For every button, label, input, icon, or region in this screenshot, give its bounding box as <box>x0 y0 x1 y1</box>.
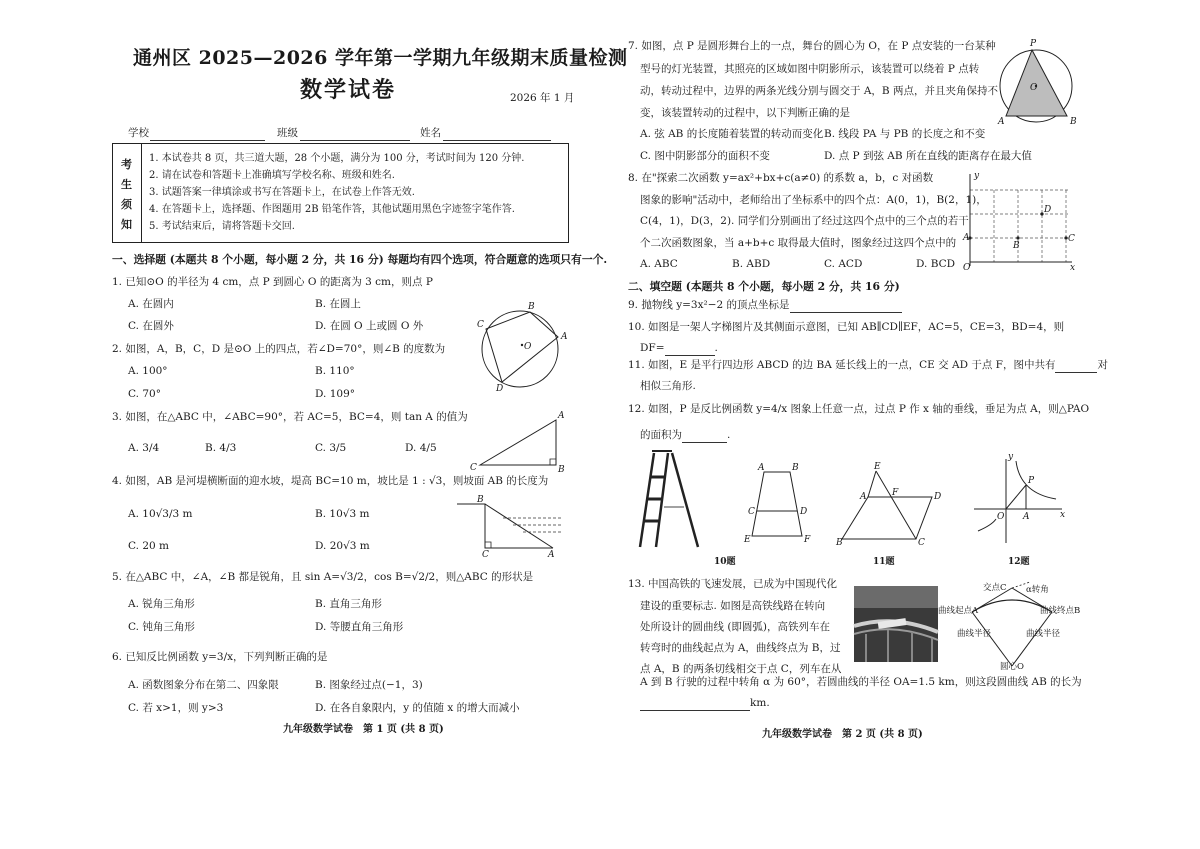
exam-date: 2026 年 1 月 <box>510 92 575 104</box>
svg-text:A: A <box>558 411 565 421</box>
class-label: 班级 <box>277 127 298 139</box>
svg-text:C: C <box>482 550 489 560</box>
question-11-cont: 相似三角形. <box>640 380 696 392</box>
section-1-heading: 一、选择题 (本题共 8 个小题，每小题 2 分，共 16 分) 每题均有四个选项，符合题意的选项只有一个. <box>112 253 608 266</box>
notice-item: 4. 在答题卡上，选择题、作图题用 2B 铅笔作答，其他试题用黑色字迹签字笔作答. <box>149 204 515 215</box>
class-field[interactable] <box>300 127 410 141</box>
q10-answer-blank[interactable] <box>665 342 715 356</box>
page-1-footer: 九年级数学试卷 第 1 页 (共 8 页) <box>283 724 444 735</box>
svg-text:C: C <box>470 463 477 473</box>
svg-text:F: F <box>892 488 899 498</box>
svg-text:C: C <box>748 507 755 517</box>
question-8-line: C(4，1)，D(3，2). 同学们分别画出了经过这四个点中的三个点的若干 <box>640 215 969 227</box>
q3-option-a[interactable]: A. 3/4 <box>128 442 160 454</box>
notice-item: 1. 本试卷共 8 页，共三道大题，28 个小题，满分为 100 分，考试时间为 120 分钟. <box>149 153 525 164</box>
notice-item: 5. 考试结束后，请将答题卡交回. <box>149 221 295 232</box>
svg-text:C: C <box>1068 234 1075 244</box>
svg-text:B: B <box>477 495 484 505</box>
q5-option-a[interactable]: A. 锐角三角形 <box>128 598 195 610</box>
svg-text:B: B <box>528 302 535 312</box>
question-10: 10. 如图是一架人字梯图片及其侧面示意图，已知 AB∥CD∥EF，AC=5，CE=3，BD=4，则 <box>628 321 1065 333</box>
school-label: 学校 <box>128 127 149 139</box>
q2-circle-figure <box>472 302 572 395</box>
q2-option-a[interactable]: A. 100° <box>128 365 168 377</box>
q1-option-d[interactable]: D. 在圆 O 上或圆 O 外 <box>315 320 424 332</box>
q8-option-b[interactable]: B. ABD <box>732 258 771 270</box>
question-8-line: 8. 在"探索二次函数 y=ax²+bx+c(a≠0) 的系数 a，b，c 对函数 <box>628 172 934 184</box>
figure-caption-12: 12题 <box>1008 557 1030 567</box>
q7-stage-figure <box>998 40 1080 128</box>
q2-option-b[interactable]: B. 110° <box>315 365 355 377</box>
svg-text:D: D <box>934 492 942 502</box>
question-7-line: 型号的灯光装置，其照亮的区域如图中阴影所示，该装置可以绕着 P 点转 <box>640 63 980 75</box>
svg-text:P: P <box>1030 39 1037 49</box>
svg-text:D: D <box>1044 205 1052 215</box>
exam-subject: 数学试卷 <box>300 77 397 103</box>
q2-option-c[interactable]: C. 70° <box>128 388 161 400</box>
question-7-line: 动，转动过程中，边界的两条光线分别与圆交于 A，B 两点，并且夹角保持不 <box>640 85 998 97</box>
svg-text:B: B <box>558 465 565 475</box>
svg-text:F: F <box>804 535 811 545</box>
q13-label-curve-start: 曲线起点A <box>938 606 979 616</box>
q2-option-d[interactable]: D. 109° <box>315 388 356 400</box>
q12-answer-blank[interactable] <box>682 429 727 443</box>
q13-label-intersection: 交点C <box>983 583 1007 593</box>
svg-text:A: A <box>548 550 555 560</box>
q7-option-a[interactable]: A. 弦 AB 的长度随着装置的转动而变化 <box>640 128 824 140</box>
figure-caption-11: 11题 <box>873 557 895 567</box>
svg-text:O: O <box>963 263 971 273</box>
svg-text:C: C <box>477 320 484 330</box>
q1-option-c[interactable]: C. 在圆外 <box>128 320 174 332</box>
q3-triangle-figure <box>468 411 568 475</box>
q7-option-c[interactable]: C. 图中阴影部分的面积不变 <box>640 150 770 162</box>
q13-label-radius-left: 曲线半径 <box>957 629 992 639</box>
q13-label-turn-angle: α转角 <box>1026 585 1049 595</box>
svg-text:O: O <box>997 512 1005 522</box>
q7-option-d[interactable]: D. 点 P 到弦 AB 所在直线的距离存在最大值 <box>824 150 1032 162</box>
q13-railway-photo <box>854 586 938 662</box>
svg-text:B: B <box>1013 241 1020 251</box>
q8-option-c[interactable]: C. ACD <box>824 258 863 270</box>
q1-option-a[interactable]: A. 在圆内 <box>128 298 174 310</box>
question-8-line: 个二次函数图象，当 a+b+c 取得最大值时，图象经过这四个点中的 <box>640 237 957 249</box>
q4-dam-figure <box>455 496 565 558</box>
q7-option-b[interactable]: B. 线段 PA 与 PB 的长度之和不变 <box>824 128 986 140</box>
svg-text:E: E <box>874 462 881 472</box>
svg-text:A: A <box>998 117 1005 127</box>
question-2: 2. 如图，A，B，C，D 是⊙O 上的四点，若∠D=70°，则∠B 的度数为 <box>112 343 446 355</box>
question-13-line: 转弯时的曲线起点为 A，曲线终点为 B，过 <box>640 642 841 654</box>
svg-text:O: O <box>524 342 532 352</box>
q4-option-d[interactable]: D. 20√3 m <box>315 540 370 552</box>
q10-ladder-photo <box>638 447 708 552</box>
notice-item: 3. 试题答案一律填涂或书写在答题卡上，在试卷上作答无效. <box>149 187 415 198</box>
q5-option-b[interactable]: B. 直角三角形 <box>315 598 382 610</box>
q3-option-b[interactable]: B. 4/3 <box>205 442 237 454</box>
svg-text:B: B <box>836 538 843 548</box>
svg-text:P: P <box>1028 476 1035 486</box>
figure-caption-10: 10题 <box>714 557 736 567</box>
question-11: 11. 如图，E 是平行四边形 ABCD 的边 BA 延长线上的一点，CE 交 AD 于点 F，图中共有 对 <box>628 359 1108 371</box>
question-9: 9. 抛物线 y=3x²−2 的顶点坐标是 <box>628 299 902 313</box>
school-field[interactable] <box>150 127 265 141</box>
q1-option-b[interactable]: B. 在圆上 <box>315 298 361 310</box>
exam-page-2 <box>600 0 1200 849</box>
question-1: 1. 已知⊙O 的半径为 4 cm，点 P 到圆心 O 的距离为 3 cm，则点 P <box>112 276 433 288</box>
q5-option-d[interactable]: D. 等腰直角三角形 <box>315 621 404 633</box>
notice-box <box>112 143 569 243</box>
q6-option-d[interactable]: D. 在各自象限内，y 的值随 x 的增大而减小 <box>315 702 520 714</box>
question-10-cont: DF= . <box>640 342 718 354</box>
q6-option-a[interactable]: A. 函数图象分布在第二、四象限 <box>128 679 279 691</box>
svg-text:A: A <box>758 463 765 473</box>
svg-text:A: A <box>963 233 970 243</box>
q3-option-c[interactable]: C. 3/5 <box>315 442 347 454</box>
q6-option-b[interactable]: B. 图象经过点(−1，3) <box>315 679 423 691</box>
exam-title: 通州区 2025—2026 学年第一学期九年级期末质量检测 <box>133 47 628 69</box>
svg-text:y: y <box>974 171 980 181</box>
svg-text:O: O <box>1030 83 1038 93</box>
svg-text:A: A <box>561 332 568 342</box>
q8-option-d[interactable]: D. BCD <box>916 258 956 270</box>
q13-answer-blank[interactable] <box>640 697 750 711</box>
q13-label-curve-end: 曲线终点B <box>1040 606 1081 616</box>
question-12-cont: 的面积为 . <box>640 429 731 441</box>
question-6: 6. 已知反比例函数 y=3/x，下列判断正确的是 <box>112 651 328 663</box>
q11-answer-blank[interactable] <box>1055 359 1097 373</box>
q4-option-a[interactable]: A. 10√3/3 m <box>128 508 193 520</box>
name-label: 姓名 <box>420 127 441 139</box>
q8-grid-figure <box>962 170 1077 272</box>
q13-label-radius-right: 曲线半径 <box>1026 629 1061 639</box>
svg-text:A: A <box>1023 512 1030 522</box>
svg-text:B: B <box>1070 117 1077 127</box>
question-13-line: 建设的重要标志. 如图是高铁线路在转向 <box>640 600 826 612</box>
q9-answer-blank[interactable] <box>790 299 902 313</box>
question-13-cont: km. <box>640 697 770 711</box>
q13-label-center: 圆心O <box>1000 662 1024 672</box>
svg-text:A: A <box>860 492 867 502</box>
q12-hyperbola-figure <box>972 453 1067 545</box>
q3-option-d[interactable]: D. 4/5 <box>405 442 437 454</box>
svg-text:C: C <box>918 538 925 548</box>
page-2-footer: 九年级数学试卷 第 2 页 (共 8 页) <box>762 729 923 740</box>
question-12: 12. 如图，P 是反比例函数 y=4/x 图象上任意一点，过点 P 作 x 轴的垂线，垂足为点 A，则△PAO <box>628 403 1090 415</box>
svg-text:D: D <box>496 384 504 394</box>
q11-parallelogram-figure <box>836 462 946 548</box>
notice-heading: 考 生 须 知 <box>113 144 142 242</box>
svg-text:E: E <box>744 535 751 545</box>
notice-item: 2. 请在试卷和答题卡上准确填写学校名称、班级和姓名. <box>149 170 395 181</box>
q4-option-c[interactable]: C. 20 m <box>128 540 169 552</box>
svg-text:D: D <box>800 507 808 517</box>
name-field[interactable] <box>443 127 551 141</box>
q4-option-b[interactable]: B. 10√3 m <box>315 508 370 520</box>
question-3: 3. 如图，在△ABC 中，∠ABC=90°，若 AC=5，BC=4，则 tan A 的值为 <box>112 411 468 423</box>
q6-option-c[interactable]: C. 若 x>1，则 y>3 <box>128 702 224 714</box>
question-7-line: 7. 如图，点 P 是圆形舞台上的一点，舞台的圆心为 O，在 P 点安装的一台某种 <box>628 40 996 52</box>
svg-text:B: B <box>792 463 799 473</box>
question-13-line: 13. 中国高铁的飞速发展，已成为中国现代化 <box>628 578 838 590</box>
q5-option-c[interactable]: C. 钝角三角形 <box>128 621 195 633</box>
question-8-line: 图象的影响"活动中，老师给出了坐标系中的四个点：A(0，1)，B(2，1)， <box>640 194 987 206</box>
question-5: 5. 在△ABC 中，∠A，∠B 都是锐角，且 sin A=√3/2，cos B=√2/2，则△ABC 的形状是 <box>112 571 534 583</box>
question-13-line: 点 A，B 的两条切线相交于点 C，列车在从 <box>640 663 842 675</box>
question-13-line: 处所设计的圆曲线 (即圆弧)，高铁列车在 <box>640 621 831 633</box>
svg-text:x: x <box>1060 510 1066 520</box>
q13-curve-diagram <box>942 582 1082 672</box>
q10-trapezoid-figure <box>740 462 820 544</box>
q8-option-a[interactable]: A. ABC <box>640 258 678 270</box>
section-2-heading: 二、填空题 (本题共 8 个小题，每小题 2 分，共 16 分) <box>628 280 900 293</box>
question-13-line: A 到 B 行驶的过程中转角 α 为 60°，若圆曲线的半径 OA=1.5 km，则这段圆曲线 AB 的长为 <box>640 676 1082 688</box>
svg-text:y: y <box>1008 452 1014 462</box>
svg-text:x: x <box>1070 263 1076 273</box>
question-7-line: 变，该装置转动的过程中，以下判断正确的是 <box>640 107 850 119</box>
question-4: 4. 如图，AB 是河堤横断面的迎水坡，堤高 BC=10 m，坡比是 1 : √3，则坡面 AB 的长度为 <box>112 475 549 487</box>
